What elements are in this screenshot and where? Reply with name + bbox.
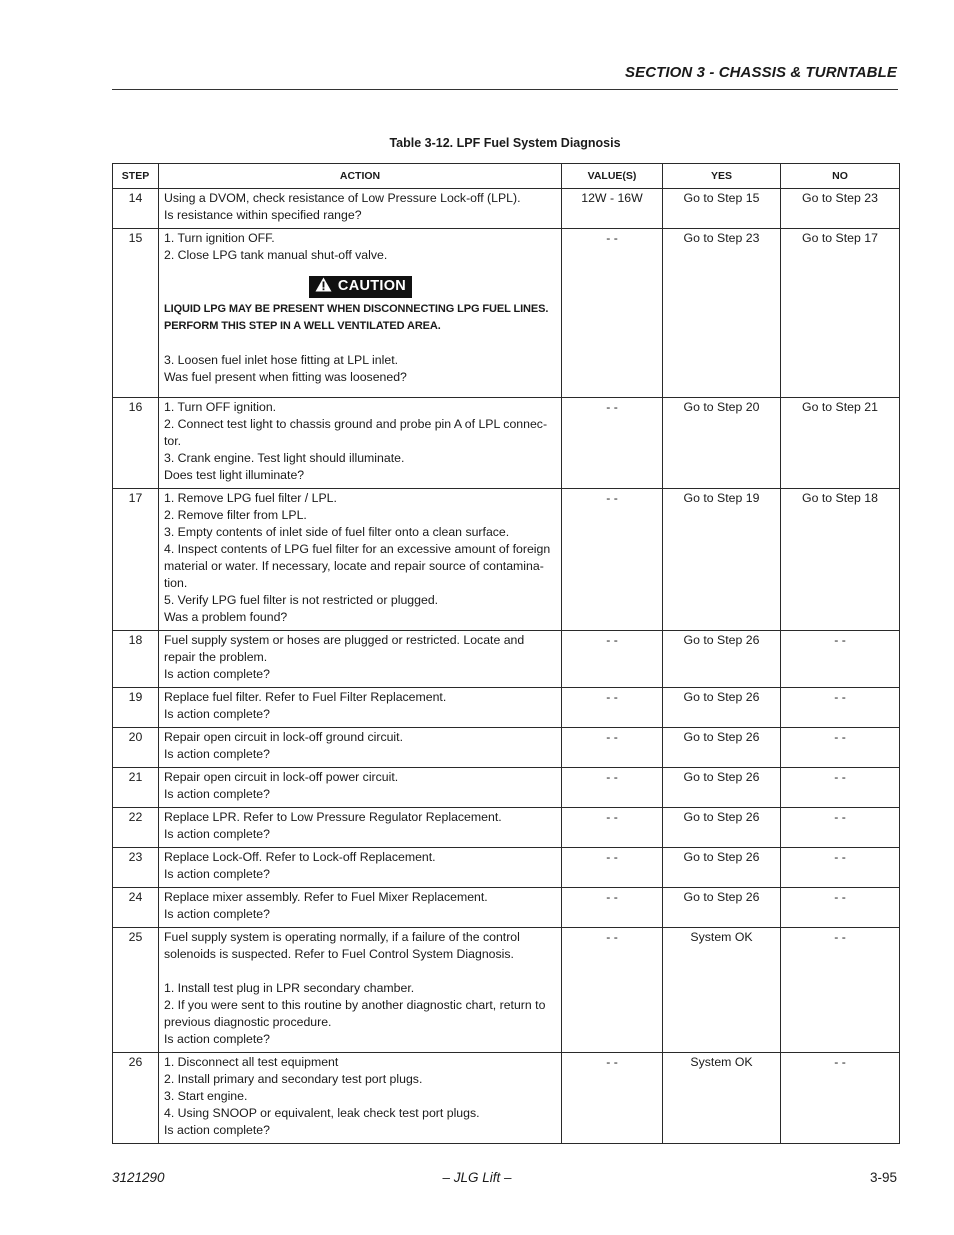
table-row: [113, 631, 900, 688]
action-cell: [159, 398, 562, 489]
no-cell: - -: [781, 928, 900, 1053]
action-line: 3. Start engine.: [164, 1089, 248, 1103]
no-cell: - -: [781, 888, 900, 928]
action-cell: [159, 848, 562, 888]
action-line: Was a problem found?: [164, 610, 288, 624]
no-cell: - -: [781, 688, 900, 728]
action-line: 1. Remove LPG fuel filter / LPL.: [164, 491, 337, 505]
action-line: Is action complete?: [164, 827, 270, 841]
table-row: [113, 189, 900, 229]
action-line: [164, 963, 557, 980]
action-line: 1. Turn ignition OFF.: [164, 231, 275, 245]
action-line: 5. Verify LPG fuel filter is not restricted or plugged.: [164, 593, 439, 607]
action-cell: [159, 631, 562, 688]
header-rule: [112, 89, 898, 90]
action-cell: [159, 489, 562, 631]
action-line: Is action complete?: [164, 787, 270, 801]
value-cell: - -: [562, 688, 663, 728]
table-row: [113, 928, 900, 1053]
no-cell: Go to Step 21: [781, 398, 900, 489]
step-cell: 15: [113, 229, 159, 398]
action-line: 3. Empty contents of inlet side of fuel filter onto a clean surface.: [164, 525, 510, 539]
action-line: Is action complete?: [164, 907, 270, 921]
spacer: [164, 335, 557, 352]
no-cell: - -: [781, 808, 900, 848]
warning-triangle-icon: [315, 277, 332, 297]
table-row: [113, 808, 900, 848]
action-line: tor.: [164, 434, 182, 448]
table-row: [113, 768, 900, 808]
action-line: 4. Using SNOOP or equivalent, leak check test port plugs.: [164, 1106, 480, 1120]
action-line: 1. Install test plug in LPR secondary chamber.: [164, 981, 415, 995]
table-title: Table 3-12. LPF Fuel System Diagnosis: [389, 136, 621, 150]
action-line: solenoids is suspected. Refer to Fuel Control System Diagnosis.: [164, 947, 514, 961]
table-row: [113, 688, 900, 728]
no-cell: - -: [781, 1053, 900, 1144]
action-line: material or water. If necessary, locate and repair source of contamina-: [164, 559, 544, 573]
action-line: tion.: [164, 576, 188, 590]
step-cell: 20: [113, 728, 159, 768]
value-cell: - -: [562, 848, 663, 888]
value-cell: - -: [562, 928, 663, 1053]
footer-page-number: 3-95: [869, 1170, 897, 1185]
value-cell: - -: [562, 728, 663, 768]
step-cell: 19: [113, 688, 159, 728]
step-cell: 23: [113, 848, 159, 888]
diagnosis-table: [112, 163, 900, 1144]
table-row: [113, 728, 900, 768]
action-line: Replace mixer assembly. Refer to Fuel Mixer Replacement.: [164, 890, 488, 904]
action-line: 2. Close LPG tank manual shut-off valve.: [164, 248, 388, 262]
column-header-no: NO: [781, 164, 900, 189]
step-cell: 16: [113, 398, 159, 489]
action-line: Repair open circuit in lock-off ground circuit.: [164, 730, 403, 744]
yes-cell: Go to Step 26: [663, 688, 781, 728]
action-line: Repair open circuit in lock-off power circuit.: [164, 770, 399, 784]
action-cell: [159, 189, 562, 229]
caution-label-box: [309, 276, 412, 298]
yes-cell: System OK: [663, 928, 781, 1053]
value-cell: - -: [562, 808, 663, 848]
action-line: Fuel supply system or hoses are plugged or restricted. Locate and: [164, 633, 525, 647]
step-cell: 22: [113, 808, 159, 848]
caution-label: CAUTION: [337, 278, 407, 294]
table-row: [113, 229, 900, 398]
action-line: 1. Disconnect all test equipment: [164, 1055, 339, 1069]
action-line: Was fuel present when fitting was loosened?: [164, 370, 407, 384]
action-line: Replace LPR. Refer to Low Pressure Regulator Replacement.: [164, 810, 502, 824]
action-line: 2. If you were sent to this routine by another diagnostic chart, return to: [164, 998, 546, 1012]
value-cell: - -: [562, 1053, 663, 1144]
action-line: Is resistance within specified range?: [164, 208, 362, 222]
action-cell: [159, 928, 562, 1053]
yes-cell: Go to Step 26: [663, 728, 781, 768]
action-line: 1. Turn OFF ignition.: [164, 400, 277, 414]
table-row: [113, 888, 900, 928]
step-cell: 18: [113, 631, 159, 688]
action-line: 2. Connect test light to chassis ground and probe pin A of LPL connec-: [164, 417, 548, 431]
table-body: [113, 189, 900, 1144]
action-line: 2. Install primary and secondary test port plugs.: [164, 1072, 423, 1086]
action-line: 4. Inspect contents of LPG fuel filter for an excessive amount of foreign: [164, 542, 551, 556]
action-line: Is action complete?: [164, 667, 270, 681]
action-line: Is action complete?: [164, 747, 270, 761]
footer-brand: – JLG Lift –: [442, 1170, 512, 1185]
no-cell: Go to Step 23: [781, 189, 900, 229]
value-cell: - -: [562, 229, 663, 398]
value-cell: - -: [562, 631, 663, 688]
value-cell: - -: [562, 888, 663, 928]
action-line: Is action complete?: [164, 1032, 270, 1046]
step-cell: 14: [113, 189, 159, 229]
yes-cell: Go to Step 26: [663, 888, 781, 928]
table-row: [113, 1053, 900, 1144]
action-line: Does test light illuminate?: [164, 468, 305, 482]
no-cell: Go to Step 18: [781, 489, 900, 631]
yes-cell: Go to Step 26: [663, 631, 781, 688]
action-cell: [159, 768, 562, 808]
footer-doc-number: 3121290: [112, 1170, 165, 1185]
action-cell: [159, 1053, 562, 1144]
step-cell: 26: [113, 1053, 159, 1144]
caution-banner: [164, 276, 557, 298]
table-row: [113, 489, 900, 631]
yes-cell: Go to Step 15: [663, 189, 781, 229]
column-header-step: STEP: [113, 164, 159, 189]
value-cell: - -: [562, 398, 663, 489]
value-cell: - -: [562, 489, 663, 631]
yes-cell: Go to Step 26: [663, 768, 781, 808]
action-cell: [159, 888, 562, 928]
step-cell: 21: [113, 768, 159, 808]
no-cell: - -: [781, 848, 900, 888]
action-line: repair the problem.: [164, 650, 268, 664]
action-cell: [159, 229, 562, 398]
yes-cell: Go to Step 26: [663, 848, 781, 888]
action-cell: [159, 808, 562, 848]
action-cell: [159, 688, 562, 728]
value-cell: 12W - 16W: [562, 189, 663, 229]
table-row: [113, 398, 900, 489]
yes-cell: Go to Step 26: [663, 808, 781, 848]
table-header-row: [113, 164, 900, 189]
action-line: Replace Lock-Off. Refer to Lock-off Replacement.: [164, 850, 436, 864]
action-cell: [159, 728, 562, 768]
action-line: Fuel supply system is operating normally, if a failure of the control: [164, 930, 520, 944]
yes-cell: System OK: [663, 1053, 781, 1144]
action-line: 3. Crank engine. Test light should illuminate.: [164, 451, 405, 465]
action-line: Using a DVOM, check resistance of Low Pressure Lock-off (LPL).: [164, 191, 521, 205]
step-cell: 17: [113, 489, 159, 631]
action-line: previous diagnostic procedure.: [164, 1015, 332, 1029]
action-line: Is action complete?: [164, 707, 270, 721]
no-cell: - -: [781, 631, 900, 688]
column-header-value: VALUE(S): [562, 164, 663, 189]
column-header-action: ACTION: [159, 164, 562, 189]
value-cell: - -: [562, 768, 663, 808]
yes-cell: Go to Step 19: [663, 489, 781, 631]
action-line: 2. Remove filter from LPL.: [164, 508, 307, 522]
table-row: [113, 848, 900, 888]
section-title: SECTION 3 - CHASSIS & TURNTABLE: [624, 64, 897, 81]
no-cell: - -: [781, 728, 900, 768]
no-cell: Go to Step 17: [781, 229, 900, 398]
action-line: 3. Loosen fuel inlet hose fitting at LPL inlet.: [164, 353, 399, 367]
action-line: Replace fuel filter. Refer to Fuel Filter Replacement.: [164, 690, 447, 704]
action-line: Is action complete?: [164, 1123, 270, 1137]
yes-cell: Go to Step 23: [663, 229, 781, 398]
column-header-yes: YES: [663, 164, 781, 189]
step-cell: 25: [113, 928, 159, 1053]
caution-text: LIQUID LPG MAY BE PRESENT WHEN DISCONNECTING LPG FUEL LINES. PERFORM THIS STEP IN A WELL VENTILATED AREA.: [164, 303, 549, 332]
action-line: Is action complete?: [164, 867, 270, 881]
no-cell: - -: [781, 768, 900, 808]
yes-cell: Go to Step 20: [663, 398, 781, 489]
step-cell: 24: [113, 888, 159, 928]
